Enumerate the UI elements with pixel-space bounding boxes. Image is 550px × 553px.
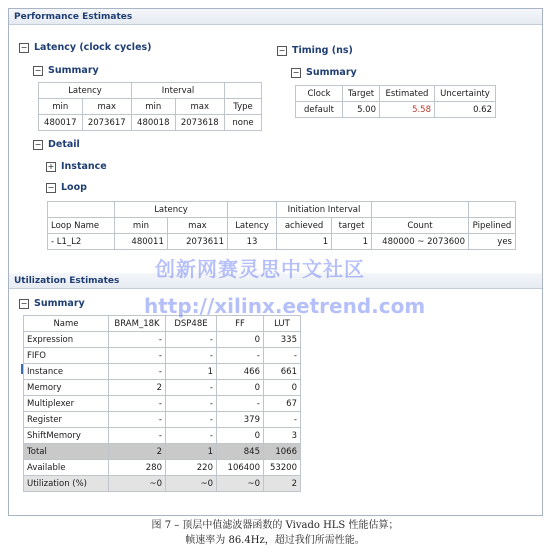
table-cell: - <box>109 348 166 364</box>
row-label-cell: Instance <box>24 364 109 380</box>
table-cell: - <box>109 396 166 412</box>
table-cell: - <box>109 332 166 348</box>
group-header-latency: Latency <box>39 83 132 99</box>
table-row <box>39 115 262 131</box>
header-cell: Uncertainty <box>435 86 496 102</box>
row-label-cell: Register <box>24 412 109 428</box>
table-cell: 0 <box>217 428 264 444</box>
watermark-url: http://xilinx.eetrend.com <box>144 294 426 318</box>
header-cell: max <box>82 99 131 115</box>
table-cell: 2073618 <box>175 115 224 131</box>
table-cell: 2 <box>109 380 166 396</box>
estimated-value: 5.58 <box>380 102 435 118</box>
table-cell: 106400 <box>217 460 264 476</box>
available-row <box>24 460 301 476</box>
table-cell: 2 <box>109 444 166 460</box>
table-cell: 2073611 <box>167 234 227 250</box>
selection-marker <box>21 364 23 374</box>
detail-label: Detail <box>48 139 80 150</box>
table-cell: 0.62 <box>435 102 496 118</box>
table-cell: 0 <box>217 380 264 396</box>
table-cell: - <box>217 348 264 364</box>
summary-label: Summary <box>48 65 99 76</box>
header-cell: target <box>332 218 372 234</box>
header-cell: Type <box>225 99 262 115</box>
table-row <box>24 428 301 444</box>
table-cell: 466 <box>217 364 264 380</box>
utilization-table <box>23 315 301 492</box>
collapse-icon[interactable]: − <box>47 183 55 192</box>
timing-title: Timing (ns) <box>292 45 353 56</box>
table-cell: 845 <box>217 444 264 460</box>
header-cell: Name <box>24 316 109 332</box>
row-label-cell: Memory <box>24 380 109 396</box>
table-cell: - <box>109 428 166 444</box>
table-cell: 0 <box>217 332 264 348</box>
collapse-icon[interactable]: − <box>20 43 28 52</box>
table-row <box>296 102 496 118</box>
timing-summary-node[interactable] <box>291 67 357 79</box>
table-cell: ~0 <box>109 476 166 492</box>
table-cell: ~0 <box>217 476 264 492</box>
table-cell: 0 <box>264 380 301 396</box>
report-panel <box>8 8 543 516</box>
table-cell: 3 <box>264 428 301 444</box>
table-row <box>24 348 301 364</box>
table-cell: 480000 ~ 2073600 <box>372 234 469 250</box>
table-row <box>24 364 301 380</box>
header-cell: min <box>132 99 176 115</box>
table-cell: 480018 <box>132 115 176 131</box>
figure-caption-line1: 图 7 – 顶层中值滤波器函数的 Vivado HLS 性能估算； <box>151 520 399 531</box>
table-cell: 379 <box>217 412 264 428</box>
table-cell: - <box>166 380 217 396</box>
table-cell: 480017 <box>39 115 83 131</box>
summary-label: Summary <box>306 67 357 78</box>
table-cell: 220 <box>166 460 217 476</box>
header-cell: Estimated <box>380 86 435 102</box>
performance-estimates-header: Performance Estimates <box>9 9 542 25</box>
expand-icon[interactable]: + <box>47 162 55 171</box>
latency-title: Latency (clock cycles) <box>34 42 152 53</box>
table-cell: - <box>264 348 301 364</box>
table-cell: 1 <box>166 444 217 460</box>
table-cell: - <box>109 364 166 380</box>
table-cell: 53200 <box>264 460 301 476</box>
row-label-cell: Expression <box>24 332 109 348</box>
collapse-icon[interactable]: − <box>278 46 286 55</box>
utilization-summary-node[interactable] <box>19 298 85 310</box>
utilization-estimates-header: Utilization Estimates <box>9 273 542 289</box>
header-cell: min <box>115 218 168 234</box>
loop-node[interactable] <box>46 182 87 194</box>
table-cell: ~0 <box>166 476 217 492</box>
timing-table <box>295 85 496 118</box>
table-cell: - <box>217 396 264 412</box>
table-cell: none <box>225 115 262 131</box>
header-cell: FF <box>217 316 264 332</box>
table-cell: - <box>109 412 166 428</box>
collapse-icon[interactable]: − <box>34 66 42 75</box>
row-label-cell: Available <box>24 460 109 476</box>
table-cell: default <box>296 102 343 118</box>
group-header-interval: Interval <box>132 83 225 99</box>
table-cell: - <box>166 348 217 364</box>
group-header-initiation-interval: Initiation Interval <box>277 202 372 218</box>
table-row[interactable] <box>48 234 516 250</box>
header-cell: Target <box>343 86 380 102</box>
watermark-text: 创新网赛灵思中文社区 <box>155 257 365 281</box>
header-cell: BRAM_18K <box>109 316 166 332</box>
latency-summary-node[interactable] <box>33 65 99 77</box>
summary-label: Summary <box>34 298 85 309</box>
header-cell: max <box>167 218 227 234</box>
table-cell: 1 <box>166 364 217 380</box>
header-cell: min <box>39 99 83 115</box>
row-label-cell: Total <box>24 444 109 460</box>
table-row <box>24 396 301 412</box>
table-row <box>24 332 301 348</box>
header-cell: achieved <box>277 218 332 234</box>
row-label-cell: FIFO <box>24 348 109 364</box>
table-cell: - <box>166 332 217 348</box>
collapse-icon[interactable]: − <box>292 68 300 77</box>
total-row <box>24 444 301 460</box>
table-cell: 280 <box>109 460 166 476</box>
header-cell: Loop Name <box>48 218 115 234</box>
table-cell: - <box>264 412 301 428</box>
table-cell: 1 <box>277 234 332 250</box>
group-header-latency: Latency <box>115 202 228 218</box>
loop-label: Loop <box>61 182 87 193</box>
table-cell: - <box>166 428 217 444</box>
header-cell: DSP48E <box>166 316 217 332</box>
loop-table <box>47 201 516 250</box>
timing-node[interactable] <box>277 45 353 57</box>
table-cell: 13 <box>228 234 277 250</box>
figure-caption-line2: 帧速率为 86.4Hz，超过我们所需性能。 <box>185 535 365 546</box>
header-cell: max <box>175 99 224 115</box>
table-cell: 67 <box>264 396 301 412</box>
header-cell: Clock <box>296 86 343 102</box>
instance-label: Instance <box>61 161 107 172</box>
table-cell: - <box>166 412 217 428</box>
table-cell: 5.00 <box>343 102 380 118</box>
row-label-cell: Utilization (%) <box>24 476 109 492</box>
row-label-cell: Multiplexer <box>24 396 109 412</box>
collapse-icon[interactable]: − <box>34 140 42 149</box>
table-cell: 661 <box>264 364 301 380</box>
header-cell: LUT <box>264 316 301 332</box>
table-cell: 1066 <box>264 444 301 460</box>
table-row <box>24 380 301 396</box>
instance-node[interactable] <box>46 161 107 173</box>
table-row <box>24 412 301 428</box>
detail-node[interactable] <box>33 139 80 151</box>
row-label-cell: ShiftMemory <box>24 428 109 444</box>
header-cell: Pipelined <box>469 218 516 234</box>
loop-name-cell[interactable]: - L1_L2 <box>48 234 115 250</box>
table-cell: - <box>166 396 217 412</box>
latency-summary-table <box>38 82 262 131</box>
latency-node[interactable] <box>19 42 152 54</box>
table-cell: 480011 <box>115 234 168 250</box>
table-cell: 335 <box>264 332 301 348</box>
utilization-percent-row <box>24 476 301 492</box>
collapse-icon[interactable]: − <box>20 299 28 308</box>
header-cell: Count <box>372 218 469 234</box>
table-cell: yes <box>469 234 516 250</box>
table-cell: 2 <box>264 476 301 492</box>
header-cell: Latency <box>228 218 277 234</box>
table-cell: 2073617 <box>82 115 131 131</box>
table-cell: 1 <box>332 234 372 250</box>
